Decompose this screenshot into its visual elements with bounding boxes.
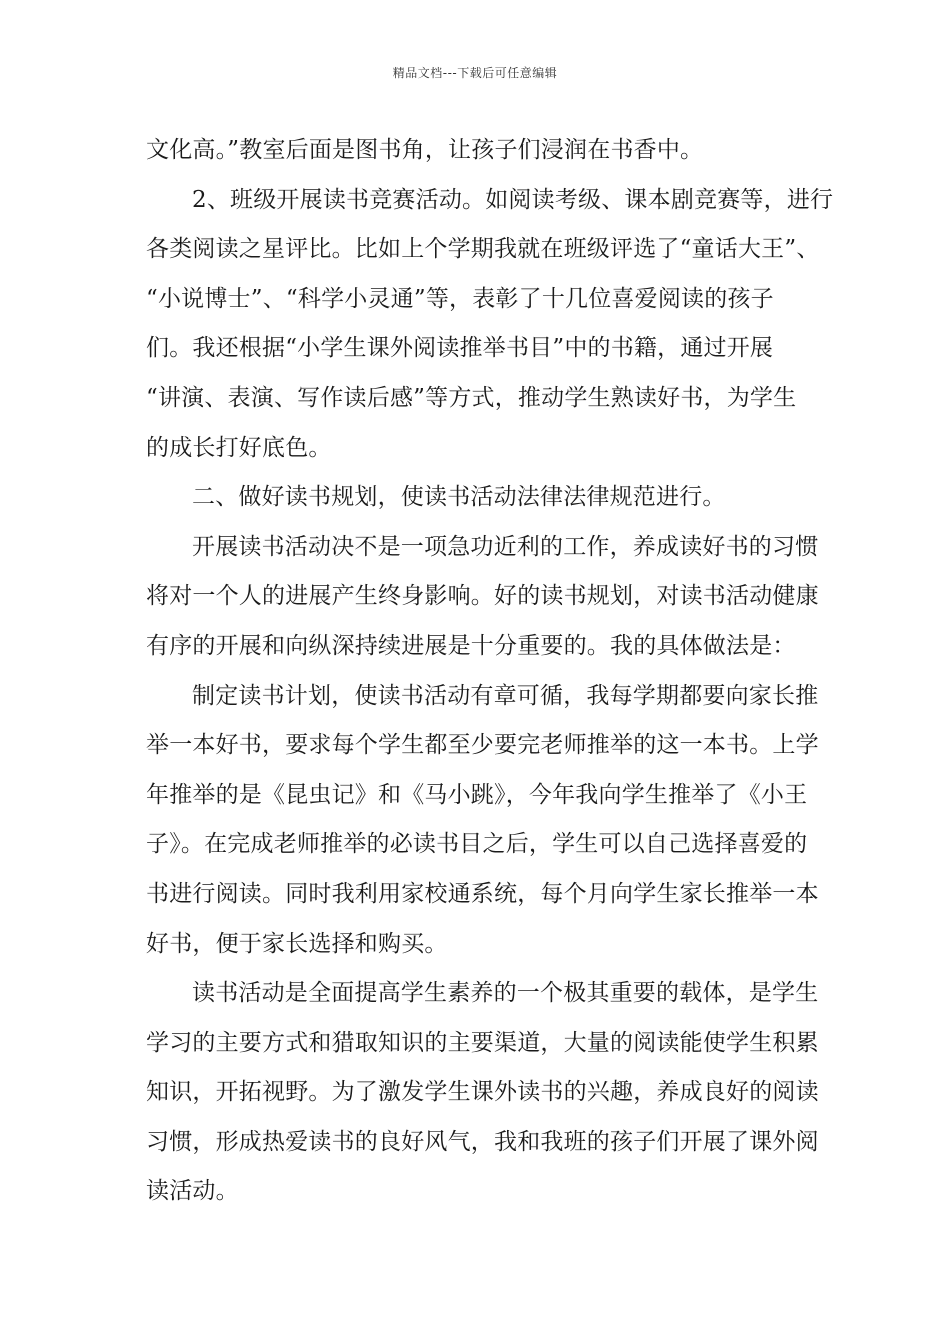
text-line: 各类阅读之星评比。比如上个学期我就在班级评选了“童话大王”、	[146, 236, 820, 263]
text-line: 的成长打好底色。	[146, 434, 332, 461]
text-line: 开展读书活动决不是一项急功近利的工作，养成读好书的习惯	[192, 533, 819, 560]
text-line: 2、班级开展读书竞赛活动。如阅读考级、课本剧竞赛等，进行	[192, 186, 834, 213]
text-line: “讲演、表演、写作读后感”等方式，推动学生熟读好书，为学生	[146, 384, 797, 411]
page-header: 精品文档---下载后可任意编辑	[392, 66, 558, 80]
text-line: 知识，开拓视野。为了激发学生课外读书的兴趣，养成良好的阅读	[146, 1079, 819, 1106]
text-line: 好书，便于家长选择和购买。	[146, 930, 448, 957]
text-line: 举一本好书，要求每个学生都至少要完老师推举的这一本书。上学	[146, 732, 819, 759]
text-line: 们。我还根据“小学生课外阅读推举书目”中的书籍，通过开展	[146, 335, 774, 362]
text-line: 习惯，形成热爱读书的良好风气，我和我班的孩子们开展了课外阅	[146, 1128, 819, 1155]
text-line: 学习的主要方式和猎取知识的主要渠道，大量的阅读能使学生积累	[146, 1029, 819, 1056]
text-line: 读书活动是全面提高学生素养的一个极其重要的载体，是学生	[192, 980, 819, 1007]
text-line: 读活动。	[146, 1178, 239, 1205]
text-line: 年推举的是《昆虫记》和《马小跳》，今年我向学生推举了《小王	[146, 781, 808, 808]
text-line: 文化高。”教室后面是图书角，让孩子们浸润在书香中。	[146, 137, 704, 163]
section-heading: 二、做好读书规划，使读书活动法律法律规范进行。	[192, 484, 726, 511]
text-line: 书进行阅读。同时我利用家校通系统，每个月向学生家长推举一本	[146, 880, 819, 907]
text-line: “小说博士”、“科学小灵通”等，表彰了十几位喜爱阅读的孩子	[146, 285, 774, 312]
text-line: 制定读书计划，使读书活动有章可循，我每学期都要向家长推	[192, 682, 819, 709]
text-line: 将对一个人的进展产生终身影响。好的读书规划，对读书活动健康	[146, 583, 819, 610]
text-line: 有序的开展和向纵深持续进展是十分重要的。我的具体做法是：	[146, 632, 796, 659]
text-line: 子》。在完成老师推举的必读书目之后，学生可以自己选择喜爱的	[146, 831, 808, 858]
document-body	[146, 126, 834, 1217]
